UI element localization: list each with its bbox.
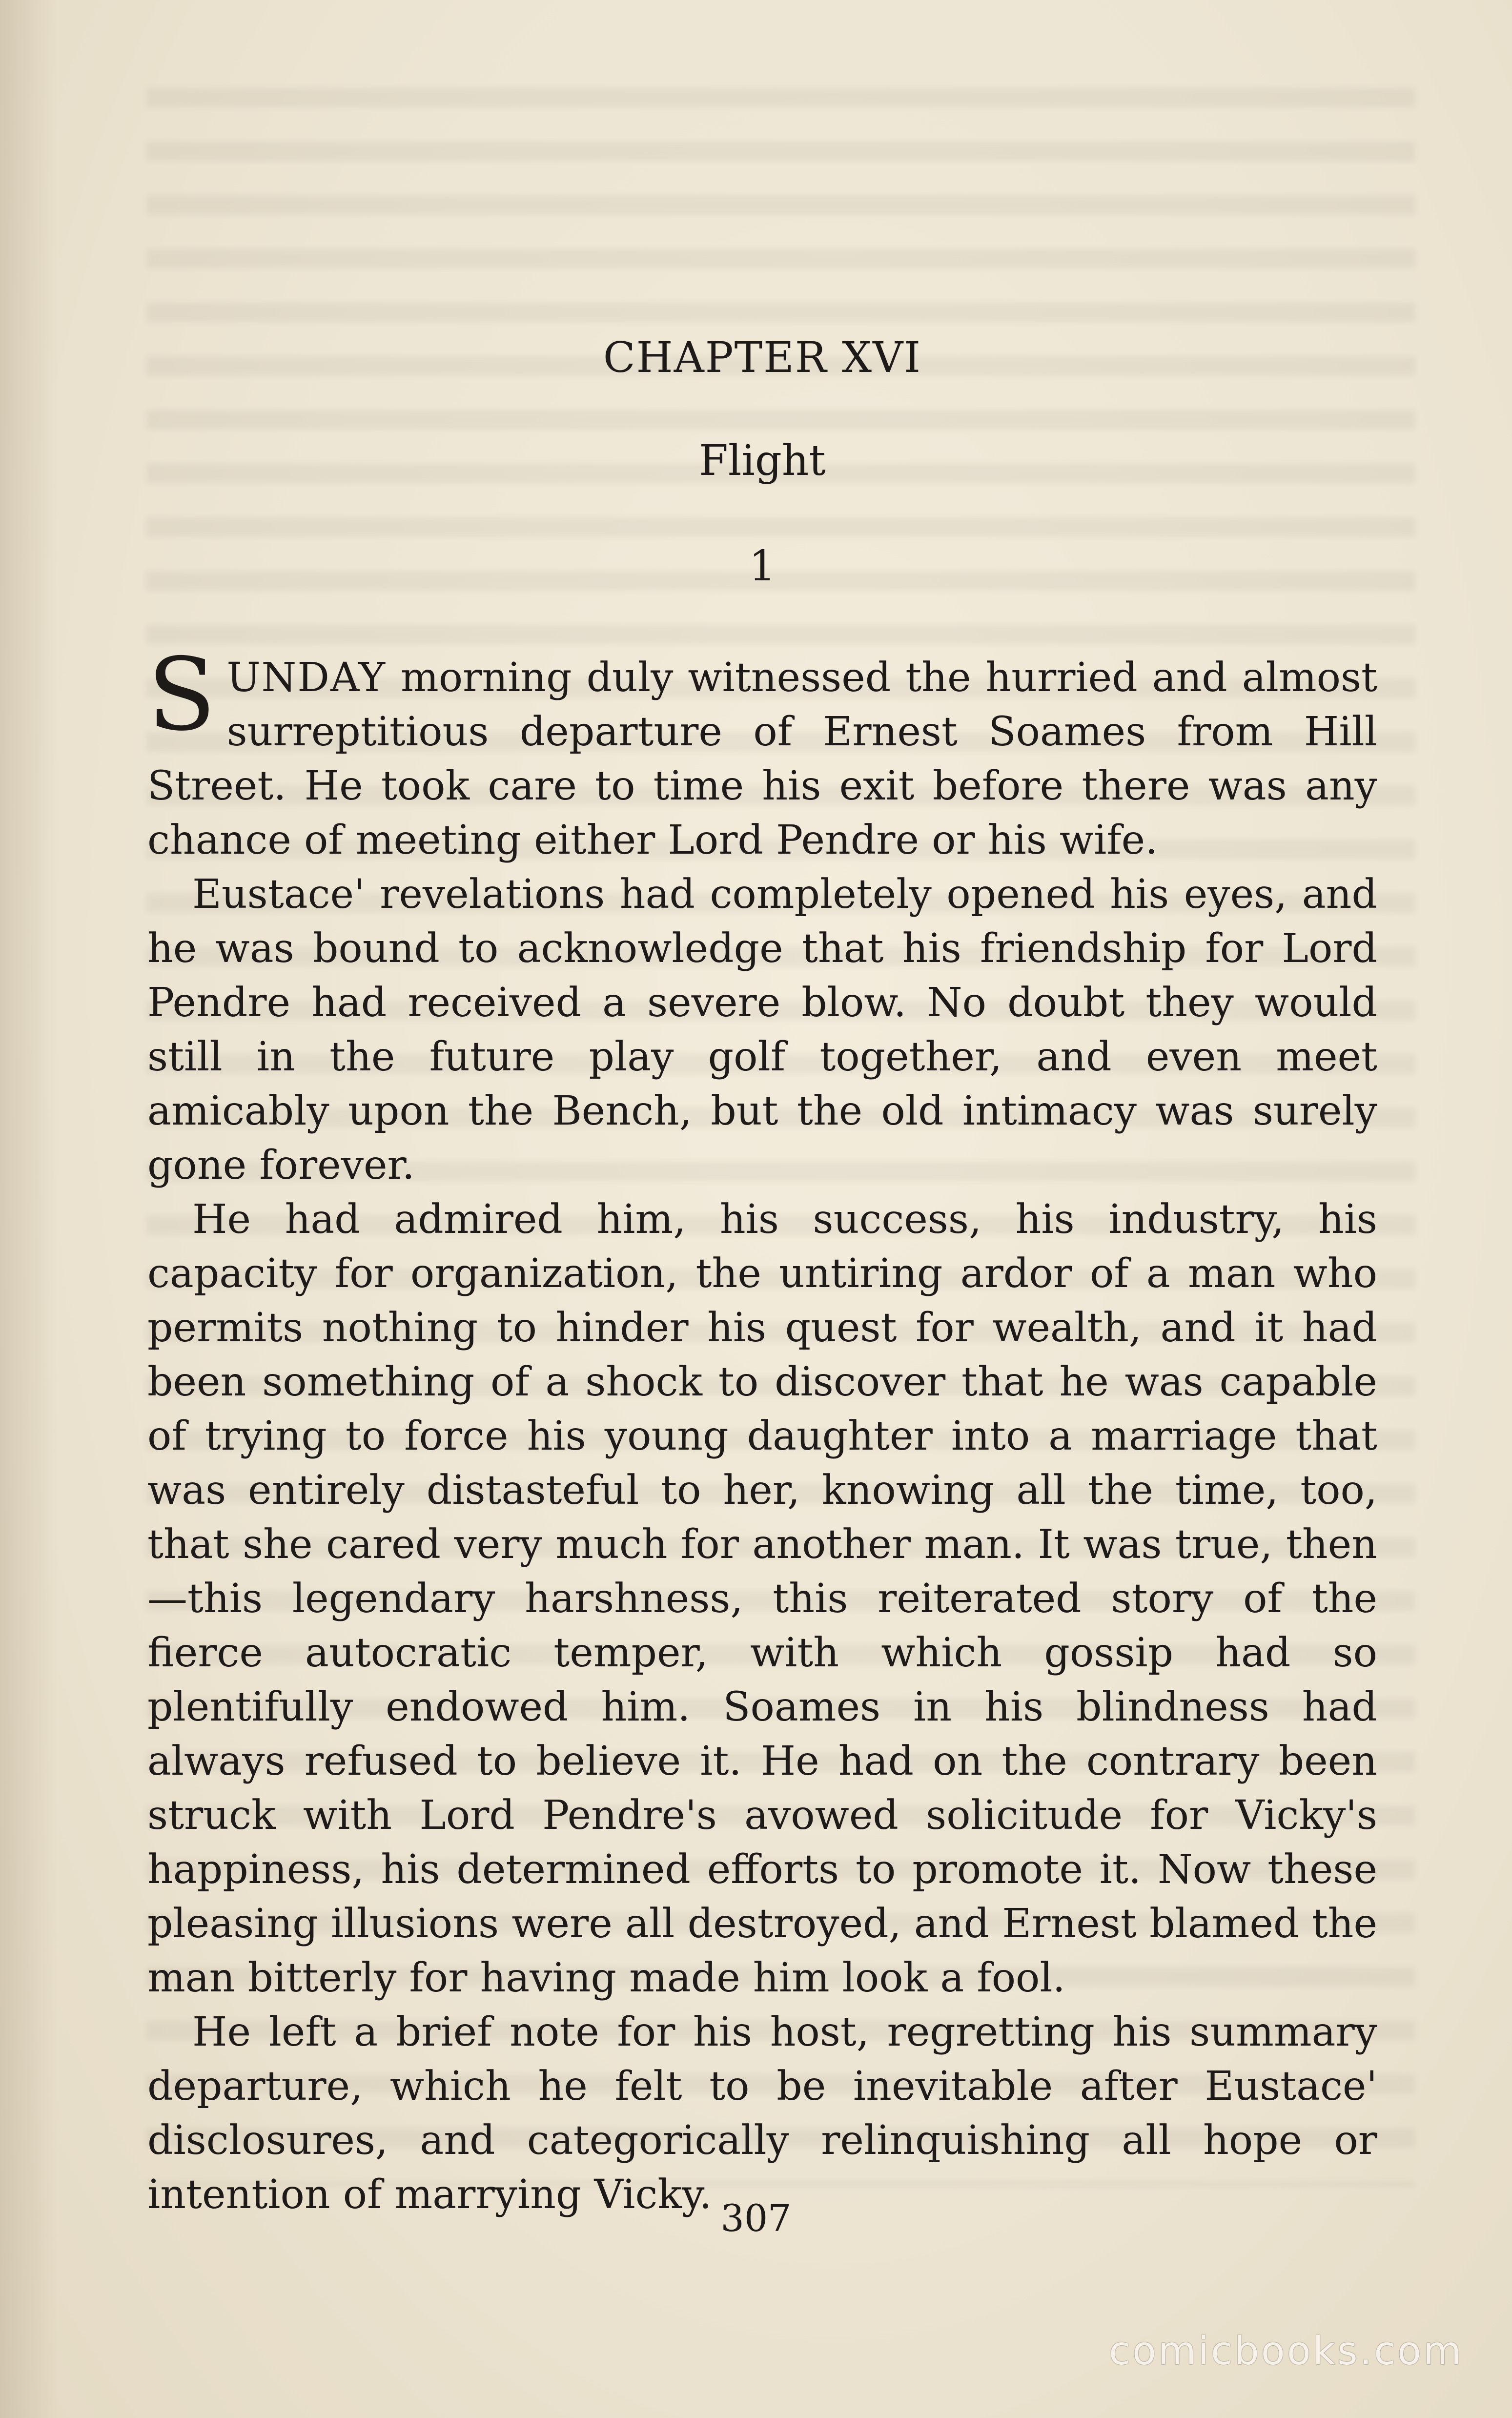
chapter-title: CHAPTER XVI: [603, 333, 922, 382]
paragraph-1-text: morning duly witnessed the hurried and almost surreptitious departure of Ernest Soames from Hill Street. He took care to time his exit before there was any chance of meeting either Lord Pendre or his wife.: [147, 655, 1377, 863]
section-number: 1: [749, 542, 776, 591]
paragraph-2: Eustace' revelations had completely opened his eyes, and he was bound to acknowledge that his friendship for Lord Pendre had received a severe blow. No doubt they would still in the future play golf together, and even meet amicably upon the Bench, but the old intimacy was surely gone forever.: [147, 871, 1377, 1189]
section-title: Flight: [699, 436, 826, 485]
paragraph-1: [147, 637, 1377, 867]
page-number: 307: [720, 2196, 792, 2240]
paragraph-3: He had admired him, his success, his industry, his capacity for organization, the untiring ardor of a man who permits nothing to hinder his quest for wealth, and it had been something of a shock to discover that he was capable of trying to force his young daughter into a marriage that was entirely distasteful to her, knowing all the time, too, that she cared very much for another man. It was true, then—this legendary harshness, this reiterated story of the fierce autocratic temper, with which gossip had so plentifully endowed him. Soames in his blindness had always refused to believe it. He had on the contrary been struck with Lord Pendre's avowed solicitude for Vicky's happiness, his determined efforts to promote it. Now these pleasing illusions were all destroyed, and Ernest blamed the man bitterly for having made him look a fool.: [147, 1196, 1377, 2001]
paragraph-4: He left a brief note for his host, regretting his summary departure, which he felt to be inevitable after Eustace' disclosures, and categorically relinquishing all hope or intention of marrying Vicky.: [147, 2009, 1377, 2218]
watermark: comicbooks.com: [1108, 2328, 1463, 2374]
lead-in-word: UNDAY: [226, 655, 387, 701]
drop-cap: S: [147, 637, 216, 753]
page-text-block: [147, 333, 1377, 2222]
spine-shadow: [0, 0, 59, 2418]
